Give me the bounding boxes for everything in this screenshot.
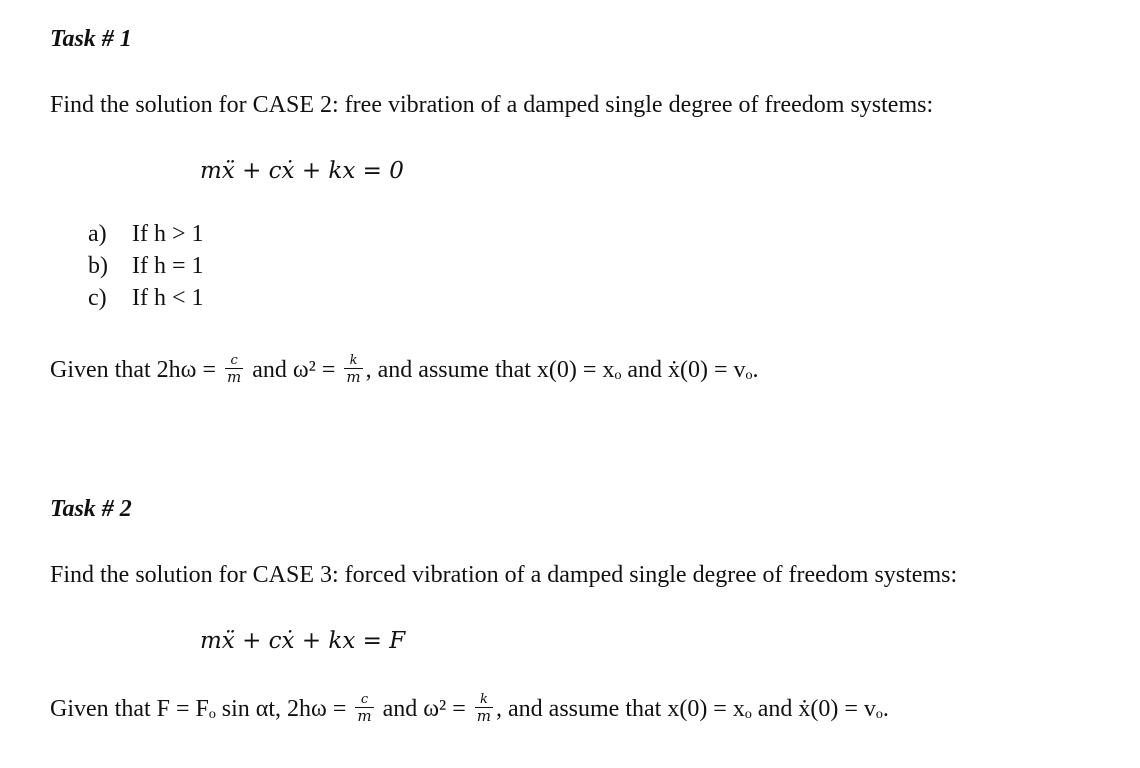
case-list bbox=[88, 218, 204, 314]
fraction-numerator: k bbox=[349, 353, 358, 368]
fraction-numerator: c bbox=[230, 353, 238, 368]
list-item bbox=[88, 218, 204, 250]
given-and: and ω² = bbox=[382, 696, 466, 723]
given-suffix: , and assume that x(0) = xₒ and ẋ(0) = vₒ. bbox=[496, 696, 889, 723]
fraction-denominator: m bbox=[346, 368, 361, 386]
task-2-prompt: Find the solution for CASE 3: forced vibration of a damped single degree of freedom systems: bbox=[50, 562, 958, 588]
task-2-title: Task # 2 bbox=[50, 496, 132, 522]
fraction-denominator: m bbox=[476, 707, 492, 725]
list-item bbox=[88, 250, 204, 282]
task-1-given bbox=[50, 353, 759, 387]
task-1-title: Task # 1 bbox=[50, 26, 132, 52]
fraction-c-over-m bbox=[225, 354, 243, 385]
task-2-given bbox=[50, 692, 889, 726]
list-item-text: If h > 1 bbox=[132, 221, 204, 247]
task-1-equation bbox=[200, 155, 404, 184]
fraction-numerator: k bbox=[479, 692, 488, 707]
fraction-numerator: c bbox=[360, 692, 369, 707]
fraction-denominator: m bbox=[357, 707, 372, 725]
list-item-label: b) bbox=[88, 253, 108, 279]
list-item-label: c) bbox=[88, 285, 107, 311]
given-prefix: Given that 2hω = bbox=[50, 357, 216, 384]
given-and: and ω² = bbox=[252, 357, 336, 384]
list-item-text: If h < 1 bbox=[132, 285, 204, 311]
given-prefix: Given that F = Fₒ sin αt, 2hω = bbox=[50, 696, 347, 723]
fraction-k-over-m bbox=[475, 693, 493, 724]
fraction-c-over-m bbox=[355, 693, 373, 724]
fraction-denominator: m bbox=[226, 368, 242, 386]
equation-text: mẍ + cẋ + kx = F bbox=[200, 628, 406, 654]
list-item bbox=[88, 282, 204, 314]
task-2-equation bbox=[200, 625, 405, 654]
given-suffix: , and assume that x(0) = xₒ and ẋ(0) = vₒ. bbox=[365, 357, 759, 384]
fraction-k-over-m bbox=[344, 354, 362, 385]
task-1-prompt: Find the solution for CASE 2: free vibration of a damped single degree of freedom systems: bbox=[50, 92, 934, 118]
equation-text: mẍ + cẋ + kx = 0 bbox=[200, 158, 404, 184]
list-item-text: If h = 1 bbox=[132, 253, 204, 279]
list-item-label: a) bbox=[88, 221, 107, 247]
